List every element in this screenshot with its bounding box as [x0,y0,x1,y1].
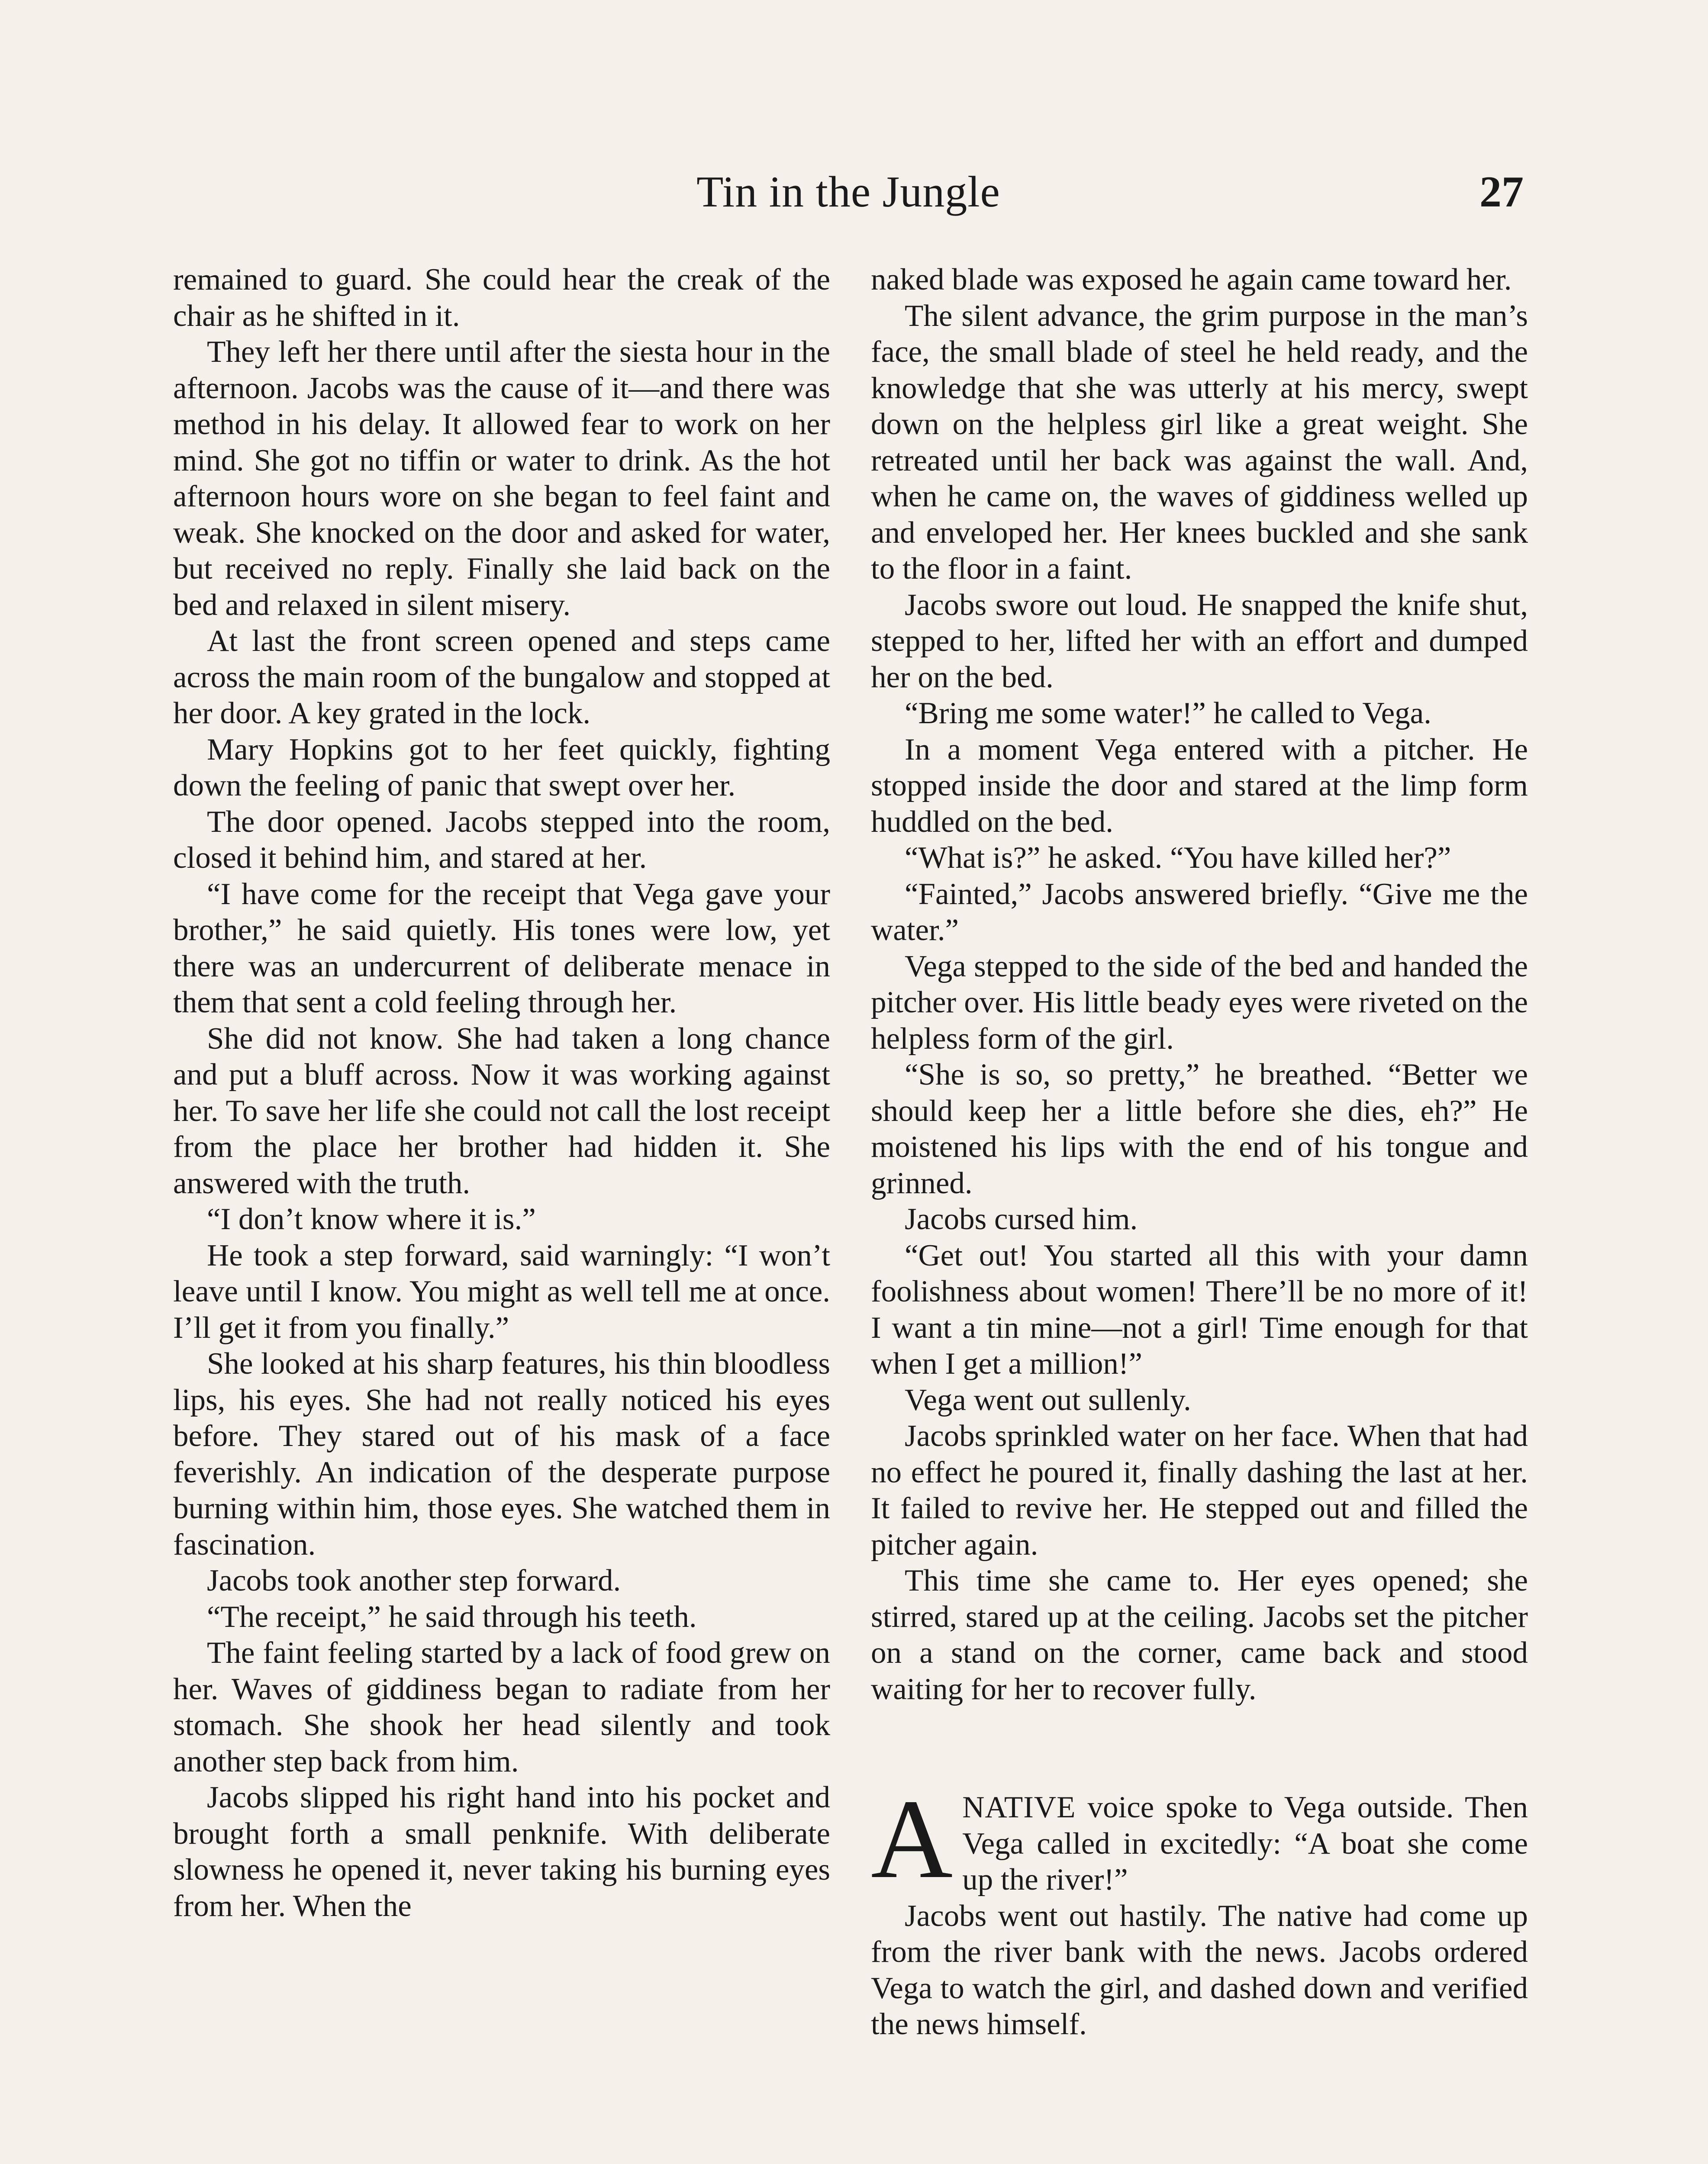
paragraph: Vega stepped to the side of the bed and handed the pitcher over. His little beady eyes were riveted on the helpless form of the girl. [871,949,1528,1056]
right-column [871,262,1528,2043]
paragraph: Jacobs cursed him. [905,1202,1138,1236]
running-title: Tin in the Jungle [696,167,1000,216]
paragraph: “Fainted,” Jacobs answered briefly. “Give me the water.” [871,877,1528,947]
paragraph: This time she came to. Her eyes opened; she stirred, stared up at the ceiling. Jacobs set the pitcher on a stand on the corner, came back and stood waiting for her to recover fully. [871,1564,1528,1706]
paragraph: The faint feeling started by a lack of food grew on her. Waves of giddiness began to radiate from her stomach. She shook her head silently and took another step back from him. [173,1636,830,1778]
paragraph: “Bring me some water!” he called to Vega. [905,696,1432,730]
paragraph: Jacobs took another step forward. [207,1564,621,1597]
paragraph: At last the front screen opened and steps came across the main room of the bungalow and stopped at her door. A key grated in the lock. [173,624,830,730]
paragraph: The door opened. Jacobs stepped into the room, closed it behind him, and stared at her. [173,805,830,875]
page-header [173,167,1524,223]
section-opening-paragraph [871,1776,1528,1902]
paragraph: Jacobs slipped his right hand into his pocket and brought forth a small penknife. With deliberate slowness he opened it, never taking his burning eyes from her. When the [173,1781,830,1923]
paragraph: “The receipt,” he said through his teeth. [207,1600,697,1634]
paragraph: In a moment Vega entered with a pitcher. He stopped inside the door and stared at the limp form huddled on the bed. [871,732,1528,839]
paragraph: Jacobs sprinkled water on her face. When that had no effect he poured it, finally dashing the last at her. It failed to revive her. He stepped out and filled the pitcher again. [871,1419,1528,1562]
paragraph: The silent advance, the grim purpose in the man’s face, the small blade of steel he held ready, and the knowledge that she was utterly at his mercy, swept down on the helpless girl like a great weight. She retreated until her back was against the wall. And, when he came on, the waves of giddiness welled up and enveloped her. Her knees buckled and she sank to the floor in a faint. [871,299,1528,586]
paragraph: naked blade was exposed he again came toward her. [871,263,1512,296]
section-break [871,1707,1528,1790]
paragraph: Jacobs swore out loud. He snapped the knife shut, stepped to her, lifted her with an effort and dumped her on the bed. [871,588,1528,694]
paragraph: They left her there until after the siesta hour in the afternoon. Jacobs was the cause of it—and there was method in his delay. It allowed fear to work on her mind. She got no tiffin or water to drink. As the hot afternoon hours wore on she began to feel faint and weak. She knocked on the door and asked for water, but received no reply. Finally she laid back on the bed and relaxed in silent misery. [173,335,830,622]
paragraph: “She is so, so pretty,” he breathed. “Better we should keep her a little before she dies, eh?” He moistened his lips with the end of his tongue and grinned. [871,1058,1528,1200]
paragraph: She did not know. She had taken a long chance and put a bluff across. Now it was working against her. To save her life she could not call the lost receipt from the place her brother had hidden it. She answered with the truth. [173,1021,830,1200]
drop-cap: A [871,1776,953,1902]
paragraph: Vega went out sullenly. [905,1383,1191,1417]
paragraph: remained to guard. She could hear the creak of the chair as he shifted in it. [173,263,830,333]
page-number: 27 [1479,167,1524,216]
paragraph: “I don’t know where it is.” [207,1202,536,1236]
lead-in: NATIVE [962,1790,1076,1824]
paragraph: “What is?” he asked. “You have killed her?” [905,841,1451,875]
opening-text: voice spoke to Vega outside. Then Vega called in excitedly: “A boat she come up the river!” [962,1790,1528,1897]
paragraph: Mary Hopkins got to her feet quickly, fighting down the feeling of panic that swept over her. [173,732,830,802]
left-column [173,262,830,1924]
paragraph: “Get out! You started all this with your damn foolishness about women! There’ll be no more of it! I want a tin mine—not a girl! Time enough for that when I get a million!” [871,1238,1528,1381]
paragraph: “I have come for the receipt that Vega gave your brother,” he said quietly. His tones were low, yet there was an undercurrent of deliberate menace in them that sent a cold feeling through her. [173,877,830,1019]
paragraph: Jacobs went out hastily. The native had come up from the river bank with the news. Jacobs ordered Vega to watch the girl, and dashed down and verified the news himself. [871,1899,1528,2041]
paragraph: She looked at his sharp features, his thin bloodless lips, his eyes. She had not really noticed his eyes before. They stared out of his mask of a face feverishly. An indication of the desperate purpose burning within him, those eyes. She watched them in fascination. [173,1347,830,1562]
paragraph: He took a step forward, said warningly: “I won’t leave until I know. You might as well tell me at once. I’ll get it from you finally.” [173,1238,830,1345]
